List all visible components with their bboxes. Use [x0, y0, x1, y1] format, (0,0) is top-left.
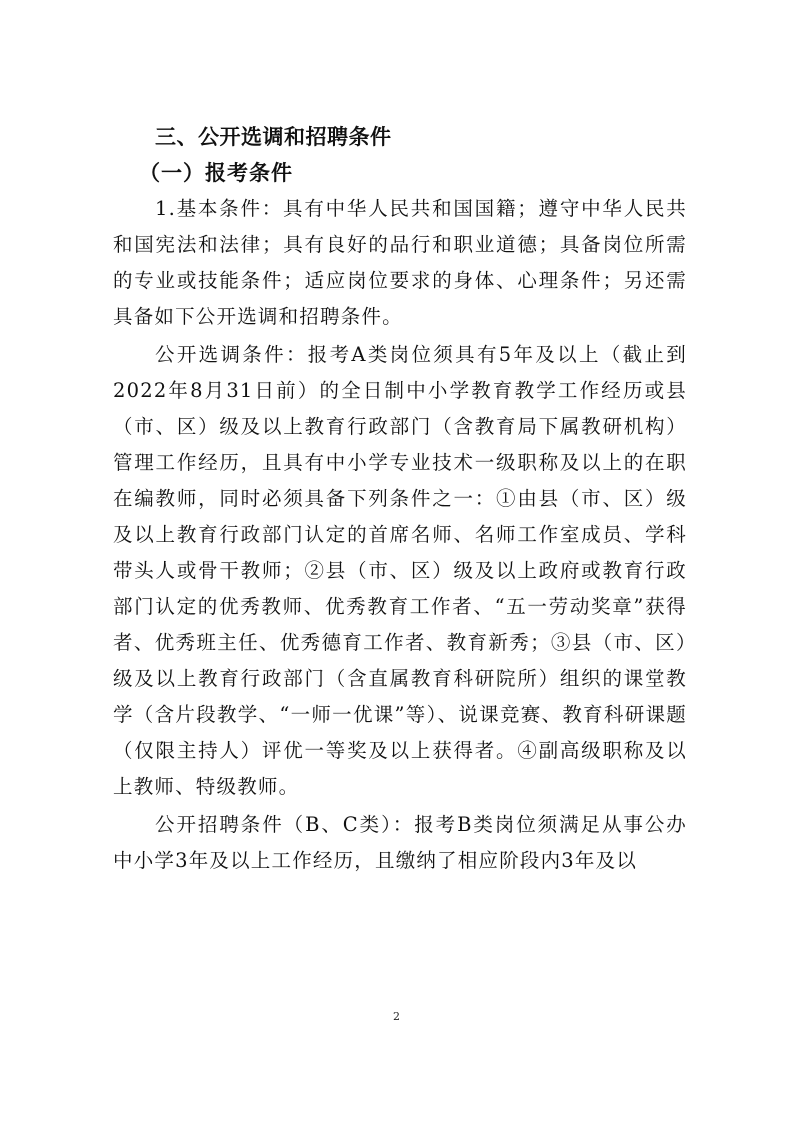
paragraph-basic-conditions: 1.基本条件：具有中华人民共和国国籍；遵守中华人民共和国宪法和法律；具有良好的品行和职业道德；具备岗位所需的专业或技能条件；适应岗位要求的身体、心理条件；另还需具备如下公开选调和招聘条件。 — [113, 197, 687, 328]
section-heading: 三、公开选调和招聘条件 — [155, 125, 392, 149]
paragraph-recruitment-conditions: 公开招聘条件（B、C类）：报考B类岗位须满足从事公办中小学3年及以上工作经历，且缴纳了相应阶段内3年及以 — [113, 813, 687, 872]
subsection-heading: （一）报考条件 — [139, 161, 293, 185]
document-body — [113, 119, 687, 879]
paragraph-transfer-conditions: 公开选调条件：报考A类岗位须具有5年及以上（截止到2022年8月31日前）的全日制中小学教育教学工作经历或县（市、区）级及以上教育行政部门（含教育局下属教研机构）管理工作经历，且具有中小学专业技术一级职称及以上的在职在编教师，同时必须具备下列条件之一：①由县（市、区）级及以上教育行政部门认定的首席名师、名师工作室成员、学科带头人或骨干教师；②县（市、区）级及以上政府或教育行政部门认定的优秀教师、优秀教育工作者、“五一劳动奖章”获得者、优秀班主任、优秀德育工作者、教育新秀；③县（市、区）级及以上教育行政部门（含直属教育科研院所）组织的课堂教学（含片段教学、“一师一优课”等）、说课竞赛、教育科研课题（仅限主持人）评优一等奖及以上获得者。④副高级职称及以上教师、特级教师。 — [113, 343, 687, 798]
page-number: 2 — [393, 1010, 400, 1023]
